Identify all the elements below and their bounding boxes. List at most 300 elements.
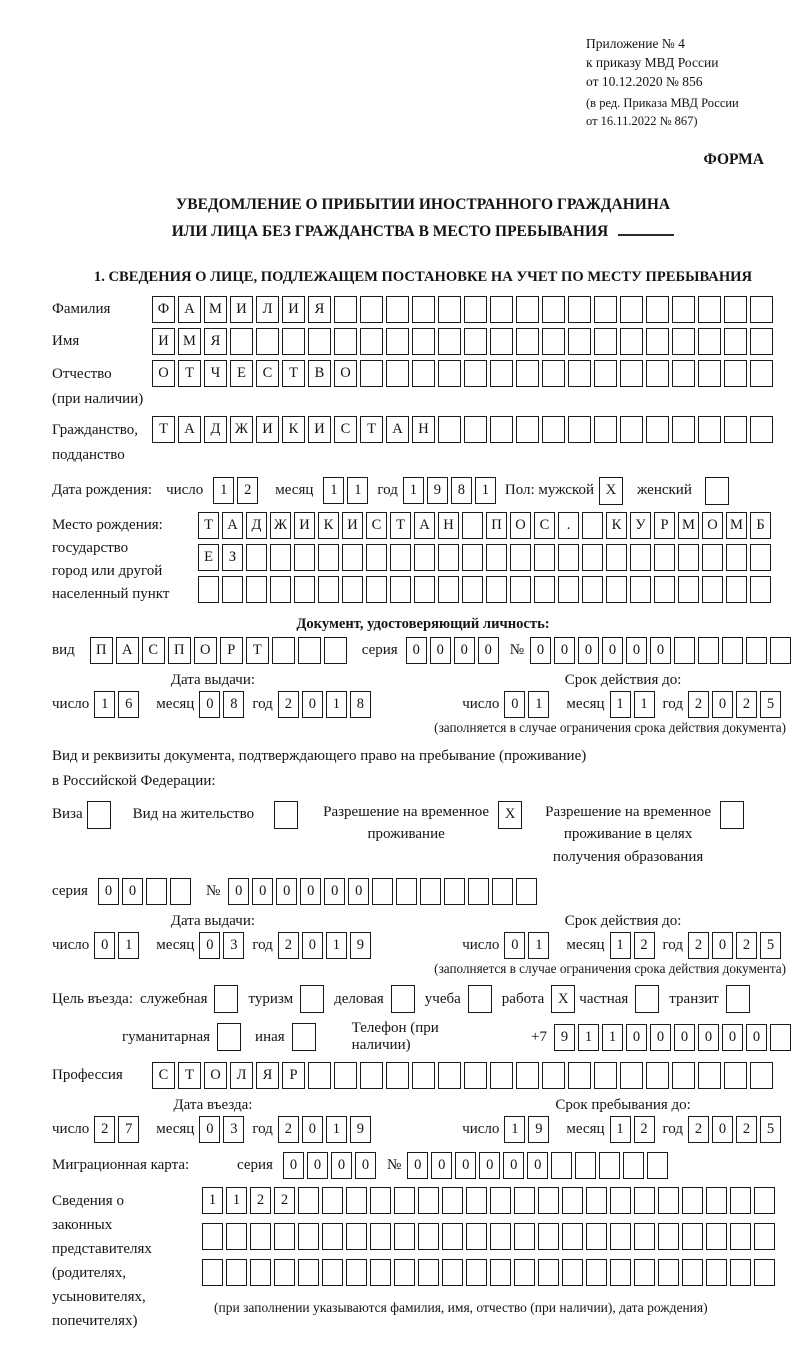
char-cell[interactable]: 0 <box>276 878 297 905</box>
char-cell[interactable] <box>444 878 465 905</box>
purpose-private-checkbox[interactable] <box>635 985 659 1013</box>
char-cell[interactable] <box>698 416 721 443</box>
char-cell[interactable] <box>654 576 675 603</box>
char-cell[interactable] <box>746 637 767 664</box>
char-cell[interactable] <box>726 576 747 603</box>
purpose-business-checkbox[interactable] <box>391 985 415 1013</box>
char-cell[interactable]: И <box>308 416 331 443</box>
char-cell[interactable]: 9 <box>350 1116 371 1143</box>
char-cell[interactable] <box>682 1259 703 1286</box>
char-cell[interactable] <box>706 1223 727 1250</box>
char-cell[interactable]: 1 <box>528 691 549 718</box>
char-cell[interactable] <box>630 544 651 571</box>
char-cell[interactable]: Т <box>282 360 305 387</box>
char-cell[interactable]: 2 <box>274 1187 295 1214</box>
char-cell[interactable]: 1 <box>528 932 549 959</box>
char-cell[interactable] <box>770 1024 791 1051</box>
char-cell[interactable] <box>324 637 347 664</box>
char-cell[interactable] <box>510 576 531 603</box>
char-cell[interactable]: 0 <box>302 932 323 959</box>
char-cell[interactable]: О <box>194 637 217 664</box>
char-cell[interactable]: 6 <box>118 691 139 718</box>
char-cell[interactable]: Р <box>282 1062 305 1089</box>
char-cell[interactable]: 0 <box>530 637 551 664</box>
purpose-other-checkbox[interactable] <box>292 1023 316 1051</box>
gender-male-checkbox[interactable]: X <box>599 477 623 505</box>
char-cell[interactable] <box>568 1062 591 1089</box>
char-cell[interactable]: 2 <box>250 1187 271 1214</box>
char-cell[interactable] <box>462 576 483 603</box>
char-cell[interactable]: 0 <box>199 1116 220 1143</box>
char-cell[interactable] <box>510 544 531 571</box>
char-cell[interactable] <box>274 1223 295 1250</box>
char-cell[interactable] <box>698 328 721 355</box>
char-cell[interactable] <box>386 360 409 387</box>
char-cell[interactable]: 8 <box>350 691 371 718</box>
char-cell[interactable] <box>634 1187 655 1214</box>
char-cell[interactable]: Т <box>178 360 201 387</box>
temp-residence-edu-checkbox[interactable] <box>720 801 744 829</box>
char-cell[interactable] <box>724 1062 747 1089</box>
char-cell[interactable]: 0 <box>712 932 733 959</box>
char-cell[interactable] <box>516 328 539 355</box>
char-cell[interactable] <box>346 1259 367 1286</box>
char-cell[interactable] <box>658 1259 679 1286</box>
char-cell[interactable]: 1 <box>326 691 347 718</box>
char-cell[interactable]: Е <box>198 544 219 571</box>
char-cell[interactable]: И <box>282 296 305 323</box>
char-cell[interactable]: П <box>90 637 113 664</box>
char-cell[interactable]: 0 <box>602 637 623 664</box>
char-cell[interactable] <box>672 416 695 443</box>
char-cell[interactable]: 1 <box>578 1024 599 1051</box>
char-cell[interactable] <box>272 637 295 664</box>
char-cell[interactable] <box>722 637 743 664</box>
char-cell[interactable] <box>346 1187 367 1214</box>
char-cell[interactable]: 0 <box>406 637 427 664</box>
char-cell[interactable] <box>490 1259 511 1286</box>
char-cell[interactable] <box>360 328 383 355</box>
char-cell[interactable]: 7 <box>118 1116 139 1143</box>
char-cell[interactable] <box>599 1152 620 1179</box>
char-cell[interactable]: 0 <box>324 878 345 905</box>
char-cell[interactable] <box>282 328 305 355</box>
char-cell[interactable]: А <box>178 296 201 323</box>
char-cell[interactable]: З <box>222 544 243 571</box>
char-cell[interactable]: 1 <box>475 477 496 504</box>
char-cell[interactable]: Р <box>654 512 675 539</box>
char-cell[interactable]: М <box>678 512 699 539</box>
char-cell[interactable]: 9 <box>554 1024 575 1051</box>
char-cell[interactable]: 2 <box>634 1116 655 1143</box>
char-cell[interactable]: 0 <box>300 878 321 905</box>
char-cell[interactable]: 0 <box>503 1152 524 1179</box>
char-cell[interactable] <box>318 576 339 603</box>
char-cell[interactable] <box>542 296 565 323</box>
char-cell[interactable] <box>620 360 643 387</box>
char-cell[interactable]: 0 <box>331 1152 352 1179</box>
char-cell[interactable]: О <box>152 360 175 387</box>
char-cell[interactable] <box>658 1223 679 1250</box>
char-cell[interactable]: О <box>702 512 723 539</box>
char-cell[interactable] <box>634 1259 655 1286</box>
char-cell[interactable]: Я <box>308 296 331 323</box>
char-cell[interactable] <box>322 1223 343 1250</box>
char-cell[interactable] <box>726 544 747 571</box>
char-cell[interactable] <box>551 1152 572 1179</box>
purpose-work-checkbox[interactable]: X <box>551 985 575 1013</box>
char-cell[interactable] <box>146 878 167 905</box>
char-cell[interactable] <box>514 1187 535 1214</box>
char-cell[interactable]: И <box>230 296 253 323</box>
char-cell[interactable]: 0 <box>504 932 525 959</box>
char-cell[interactable]: 0 <box>454 637 475 664</box>
char-cell[interactable] <box>538 1223 559 1250</box>
char-cell[interactable] <box>698 296 721 323</box>
char-cell[interactable] <box>516 416 539 443</box>
char-cell[interactable] <box>360 296 383 323</box>
char-cell[interactable] <box>464 328 487 355</box>
char-cell[interactable]: 0 <box>302 691 323 718</box>
char-cell[interactable]: Т <box>178 1062 201 1089</box>
char-cell[interactable] <box>568 296 591 323</box>
char-cell[interactable]: 2 <box>634 932 655 959</box>
char-cell[interactable] <box>647 1152 668 1179</box>
char-cell[interactable] <box>623 1152 644 1179</box>
char-cell[interactable] <box>646 296 669 323</box>
char-cell[interactable]: Т <box>390 512 411 539</box>
char-cell[interactable]: 2 <box>736 691 757 718</box>
char-cell[interactable] <box>464 360 487 387</box>
purpose-transit-checkbox[interactable] <box>726 985 750 1013</box>
char-cell[interactable] <box>750 544 771 571</box>
char-cell[interactable]: 5 <box>760 691 781 718</box>
char-cell[interactable]: С <box>152 1062 175 1089</box>
char-cell[interactable] <box>318 544 339 571</box>
char-cell[interactable] <box>366 544 387 571</box>
char-cell[interactable] <box>516 1062 539 1089</box>
char-cell[interactable] <box>372 878 393 905</box>
char-cell[interactable]: 1 <box>213 477 234 504</box>
char-cell[interactable] <box>674 637 695 664</box>
char-cell[interactable] <box>438 328 461 355</box>
char-cell[interactable] <box>390 544 411 571</box>
char-cell[interactable] <box>322 1187 343 1214</box>
char-cell[interactable] <box>568 360 591 387</box>
char-cell[interactable] <box>730 1187 751 1214</box>
char-cell[interactable] <box>542 416 565 443</box>
char-cell[interactable]: 0 <box>650 637 671 664</box>
char-cell[interactable] <box>412 328 435 355</box>
char-cell[interactable] <box>750 360 773 387</box>
char-cell[interactable] <box>490 1223 511 1250</box>
char-cell[interactable] <box>634 1223 655 1250</box>
char-cell[interactable] <box>682 1223 703 1250</box>
char-cell[interactable] <box>386 328 409 355</box>
char-cell[interactable] <box>562 1223 583 1250</box>
char-cell[interactable]: 0 <box>431 1152 452 1179</box>
char-cell[interactable] <box>620 328 643 355</box>
char-cell[interactable] <box>682 1187 703 1214</box>
char-cell[interactable] <box>594 328 617 355</box>
char-cell[interactable] <box>490 1187 511 1214</box>
char-cell[interactable] <box>516 360 539 387</box>
char-cell[interactable]: 0 <box>527 1152 548 1179</box>
char-cell[interactable]: И <box>256 416 279 443</box>
char-cell[interactable]: О <box>334 360 357 387</box>
char-cell[interactable]: 1 <box>504 1116 525 1143</box>
char-cell[interactable] <box>270 576 291 603</box>
char-cell[interactable] <box>514 1223 535 1250</box>
char-cell[interactable] <box>534 544 555 571</box>
char-cell[interactable] <box>610 1223 631 1250</box>
char-cell[interactable] <box>334 296 357 323</box>
char-cell[interactable] <box>202 1223 223 1250</box>
char-cell[interactable]: 0 <box>199 691 220 718</box>
char-cell[interactable] <box>294 544 315 571</box>
char-cell[interactable] <box>334 328 357 355</box>
char-cell[interactable]: 2 <box>688 1116 709 1143</box>
char-cell[interactable]: 9 <box>350 932 371 959</box>
char-cell[interactable] <box>514 1259 535 1286</box>
char-cell[interactable]: 0 <box>478 637 499 664</box>
char-cell[interactable] <box>750 576 771 603</box>
char-cell[interactable] <box>438 576 459 603</box>
char-cell[interactable] <box>462 512 483 539</box>
char-cell[interactable] <box>575 1152 596 1179</box>
char-cell[interactable] <box>274 1259 295 1286</box>
char-cell[interactable]: М <box>726 512 747 539</box>
char-cell[interactable] <box>198 576 219 603</box>
char-cell[interactable]: Б <box>750 512 771 539</box>
char-cell[interactable] <box>342 576 363 603</box>
char-cell[interactable] <box>308 328 331 355</box>
char-cell[interactable]: 2 <box>278 932 299 959</box>
char-cell[interactable]: Ж <box>230 416 253 443</box>
char-cell[interactable] <box>466 1259 487 1286</box>
char-cell[interactable] <box>658 1187 679 1214</box>
char-cell[interactable]: У <box>630 512 651 539</box>
char-cell[interactable] <box>246 576 267 603</box>
char-cell[interactable] <box>706 1259 727 1286</box>
char-cell[interactable]: 1 <box>347 477 368 504</box>
char-cell[interactable] <box>386 1062 409 1089</box>
char-cell[interactable]: 1 <box>94 691 115 718</box>
char-cell[interactable] <box>750 328 773 355</box>
char-cell[interactable]: 0 <box>722 1024 743 1051</box>
char-cell[interactable] <box>678 544 699 571</box>
char-cell[interactable] <box>386 296 409 323</box>
char-cell[interactable]: П <box>168 637 191 664</box>
char-cell[interactable]: . <box>558 512 579 539</box>
char-cell[interactable] <box>698 1062 721 1089</box>
char-cell[interactable] <box>562 1259 583 1286</box>
char-cell[interactable]: 1 <box>326 1116 347 1143</box>
char-cell[interactable] <box>414 576 435 603</box>
char-cell[interactable] <box>420 878 441 905</box>
char-cell[interactable] <box>646 416 669 443</box>
char-cell[interactable] <box>594 1062 617 1089</box>
char-cell[interactable]: А <box>414 512 435 539</box>
char-cell[interactable]: С <box>534 512 555 539</box>
char-cell[interactable]: 1 <box>610 691 631 718</box>
char-cell[interactable] <box>490 328 513 355</box>
char-cell[interactable]: 5 <box>760 1116 781 1143</box>
char-cell[interactable]: К <box>282 416 305 443</box>
char-cell[interactable]: Н <box>438 512 459 539</box>
char-cell[interactable] <box>390 576 411 603</box>
char-cell[interactable] <box>490 1062 513 1089</box>
char-cell[interactable] <box>542 328 565 355</box>
char-cell[interactable]: А <box>178 416 201 443</box>
char-cell[interactable]: 2 <box>278 691 299 718</box>
char-cell[interactable]: 1 <box>610 1116 631 1143</box>
char-cell[interactable]: 1 <box>326 932 347 959</box>
char-cell[interactable]: 2 <box>237 477 258 504</box>
char-cell[interactable] <box>250 1223 271 1250</box>
char-cell[interactable] <box>542 1062 565 1089</box>
char-cell[interactable]: О <box>510 512 531 539</box>
char-cell[interactable] <box>730 1259 751 1286</box>
char-cell[interactable]: П <box>486 512 507 539</box>
char-cell[interactable] <box>396 878 417 905</box>
char-cell[interactable] <box>298 637 321 664</box>
char-cell[interactable] <box>438 360 461 387</box>
char-cell[interactable] <box>414 544 435 571</box>
char-cell[interactable] <box>394 1259 415 1286</box>
char-cell[interactable]: Н <box>412 416 435 443</box>
char-cell[interactable]: 0 <box>283 1152 304 1179</box>
char-cell[interactable] <box>654 544 675 571</box>
char-cell[interactable]: И <box>152 328 175 355</box>
char-cell[interactable] <box>230 328 253 355</box>
char-cell[interactable] <box>672 296 695 323</box>
char-cell[interactable] <box>702 544 723 571</box>
char-cell[interactable]: 3 <box>223 932 244 959</box>
char-cell[interactable] <box>492 878 513 905</box>
char-cell[interactable] <box>672 360 695 387</box>
char-cell[interactable] <box>298 1187 319 1214</box>
char-cell[interactable] <box>226 1259 247 1286</box>
char-cell[interactable]: 0 <box>626 637 647 664</box>
char-cell[interactable] <box>250 1259 271 1286</box>
char-cell[interactable] <box>724 296 747 323</box>
char-cell[interactable] <box>620 416 643 443</box>
char-cell[interactable] <box>360 360 383 387</box>
char-cell[interactable] <box>346 1223 367 1250</box>
char-cell[interactable]: 0 <box>712 1116 733 1143</box>
char-cell[interactable] <box>558 544 579 571</box>
visa-checkbox[interactable] <box>87 801 111 829</box>
char-cell[interactable] <box>724 328 747 355</box>
char-cell[interactable] <box>558 576 579 603</box>
char-cell[interactable] <box>442 1187 463 1214</box>
char-cell[interactable]: И <box>342 512 363 539</box>
char-cell[interactable] <box>442 1223 463 1250</box>
char-cell[interactable] <box>418 1187 439 1214</box>
char-cell[interactable]: 0 <box>455 1152 476 1179</box>
char-cell[interactable]: 0 <box>578 637 599 664</box>
char-cell[interactable] <box>620 296 643 323</box>
char-cell[interactable]: 0 <box>199 932 220 959</box>
char-cell[interactable]: В <box>308 360 331 387</box>
char-cell[interactable]: С <box>256 360 279 387</box>
char-cell[interactable] <box>646 1062 669 1089</box>
char-cell[interactable]: 0 <box>228 878 249 905</box>
char-cell[interactable] <box>610 1259 631 1286</box>
char-cell[interactable] <box>438 544 459 571</box>
char-cell[interactable] <box>706 1187 727 1214</box>
char-cell[interactable] <box>754 1259 775 1286</box>
char-cell[interactable]: 1 <box>403 477 424 504</box>
char-cell[interactable]: 0 <box>307 1152 328 1179</box>
char-cell[interactable]: Т <box>152 416 175 443</box>
char-cell[interactable]: А <box>116 637 139 664</box>
char-cell[interactable]: 0 <box>122 878 143 905</box>
char-cell[interactable]: 1 <box>323 477 344 504</box>
char-cell[interactable]: 8 <box>223 691 244 718</box>
char-cell[interactable]: 1 <box>602 1024 623 1051</box>
char-cell[interactable] <box>582 512 603 539</box>
purpose-tourism-checkbox[interactable] <box>300 985 324 1013</box>
char-cell[interactable] <box>586 1223 607 1250</box>
char-cell[interactable] <box>586 1259 607 1286</box>
char-cell[interactable] <box>562 1187 583 1214</box>
char-cell[interactable] <box>246 544 267 571</box>
char-cell[interactable]: 0 <box>430 637 451 664</box>
char-cell[interactable]: Т <box>198 512 219 539</box>
char-cell[interactable] <box>486 544 507 571</box>
char-cell[interactable]: Л <box>230 1062 253 1089</box>
char-cell[interactable] <box>370 1259 391 1286</box>
char-cell[interactable]: 1 <box>610 932 631 959</box>
char-cell[interactable] <box>334 1062 357 1089</box>
char-cell[interactable]: 5 <box>760 932 781 959</box>
char-cell[interactable] <box>542 360 565 387</box>
char-cell[interactable] <box>466 1223 487 1250</box>
char-cell[interactable]: Р <box>220 637 243 664</box>
char-cell[interactable] <box>366 576 387 603</box>
char-cell[interactable] <box>438 296 461 323</box>
char-cell[interactable] <box>534 576 555 603</box>
char-cell[interactable]: Т <box>246 637 269 664</box>
char-cell[interactable]: 2 <box>736 932 757 959</box>
char-cell[interactable]: Т <box>360 416 383 443</box>
char-cell[interactable]: Ч <box>204 360 227 387</box>
char-cell[interactable]: 0 <box>252 878 273 905</box>
char-cell[interactable]: С <box>142 637 165 664</box>
char-cell[interactable]: С <box>334 416 357 443</box>
char-cell[interactable] <box>170 878 191 905</box>
char-cell[interactable]: М <box>178 328 201 355</box>
char-cell[interactable] <box>516 296 539 323</box>
char-cell[interactable]: Ф <box>152 296 175 323</box>
purpose-official-checkbox[interactable] <box>214 985 238 1013</box>
char-cell[interactable]: 3 <box>223 1116 244 1143</box>
char-cell[interactable] <box>360 1062 383 1089</box>
gender-female-checkbox[interactable] <box>705 477 729 505</box>
char-cell[interactable]: 0 <box>94 932 115 959</box>
char-cell[interactable]: Л <box>256 296 279 323</box>
char-cell[interactable] <box>394 1187 415 1214</box>
char-cell[interactable] <box>298 1259 319 1286</box>
char-cell[interactable] <box>754 1223 775 1250</box>
char-cell[interactable]: 1 <box>226 1187 247 1214</box>
char-cell[interactable]: С <box>366 512 387 539</box>
char-cell[interactable]: 0 <box>650 1024 671 1051</box>
char-cell[interactable]: 0 <box>355 1152 376 1179</box>
char-cell[interactable] <box>308 1062 331 1089</box>
